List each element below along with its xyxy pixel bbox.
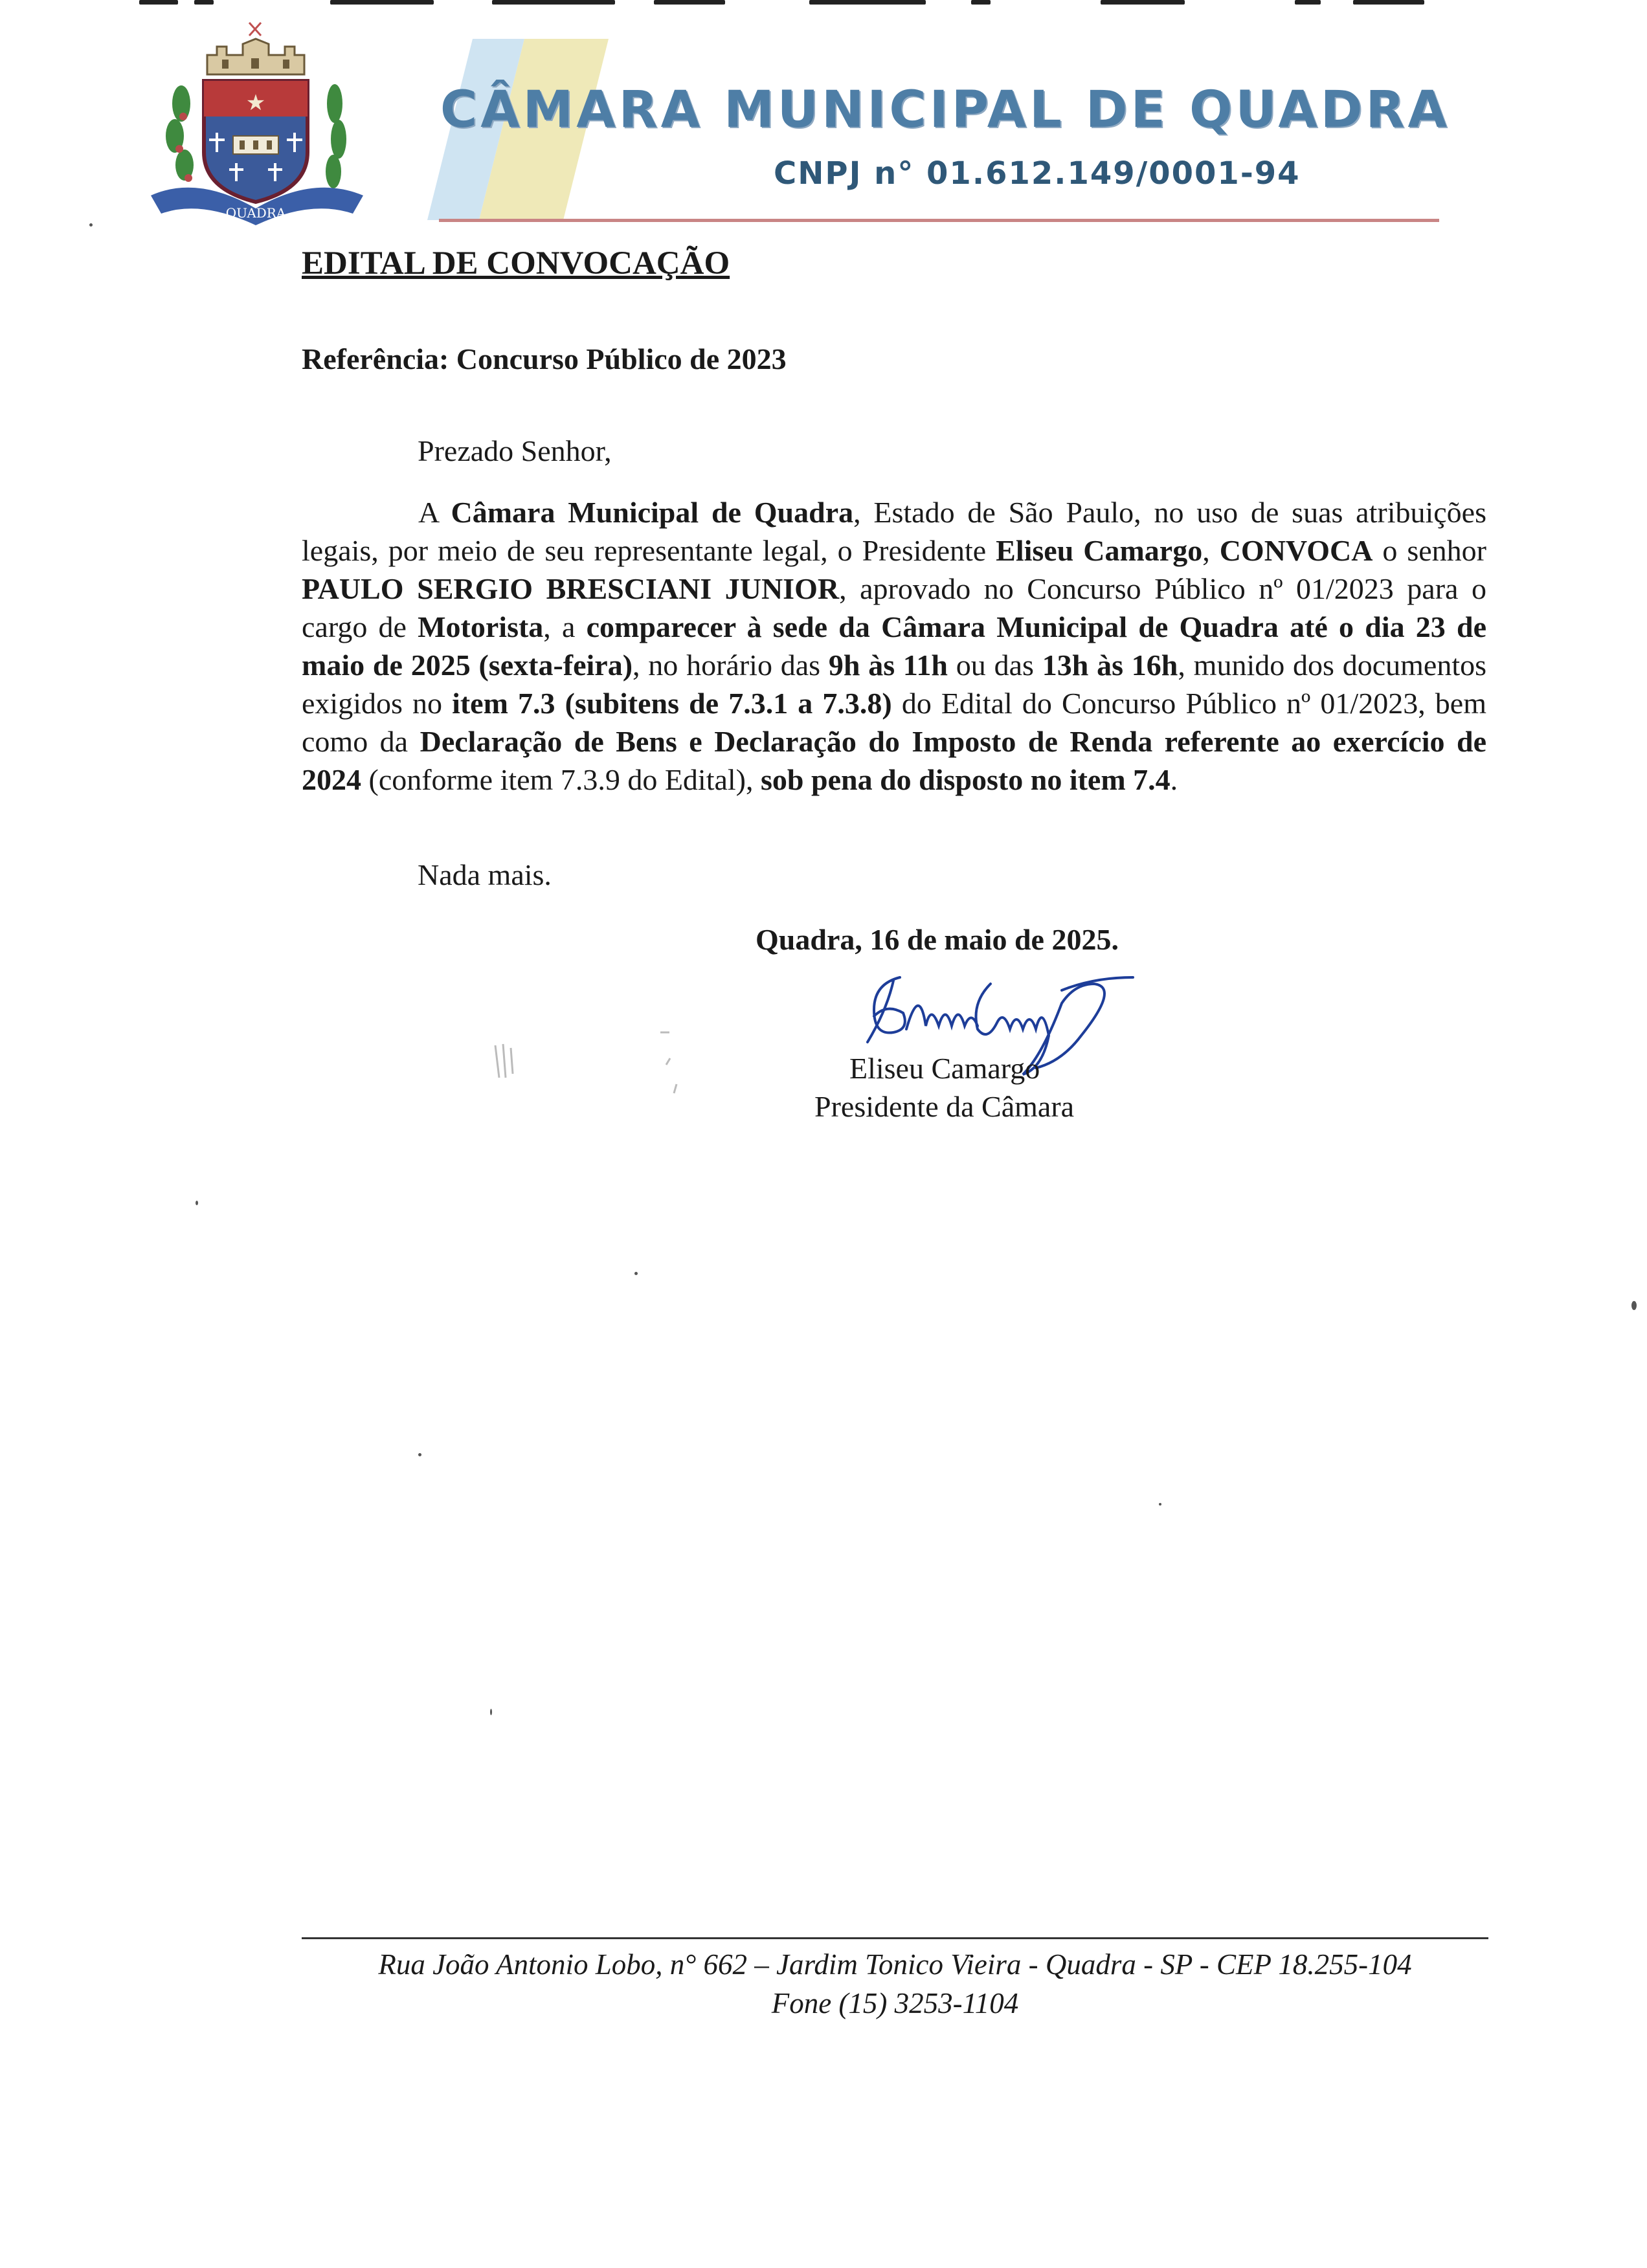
signer-role: Presidente da Câmara bbox=[814, 1090, 1075, 1123]
body-text: do Edital do Concurso Público nº 01/2023, bem como da bbox=[302, 687, 1486, 758]
body-bold-text: comparecer à sede da Câmara Municipal de Quadra até o dia 23 de maio de 2025 (sexta-feira) bbox=[302, 610, 1486, 682]
body-bold-text: PAULO SERGIO BRESCIANI JUNIOR bbox=[302, 572, 840, 605]
body-bold-text: Eliseu Camargo bbox=[996, 534, 1203, 567]
body-bold-text: 13h às 16h bbox=[1042, 649, 1178, 682]
closing-text: Nada mais. bbox=[418, 858, 552, 891]
document-reference: Referência: Concurso Público de 2023 bbox=[302, 342, 787, 375]
scan-speck bbox=[1159, 1503, 1161, 1506]
svg-text:QUADRA: QUADRA bbox=[225, 205, 286, 221]
body-text: (conforme item 7.3.9 do Edital), bbox=[361, 763, 761, 796]
footer-divider bbox=[302, 1937, 1488, 1939]
body-text: , bbox=[1202, 534, 1220, 567]
document-date: Quadra, 16 de maio de 2025. bbox=[756, 923, 1119, 956]
body-text: . bbox=[1170, 763, 1178, 796]
body-text: ou das bbox=[947, 649, 1042, 682]
scan-speck bbox=[196, 1201, 198, 1205]
faint-stamp-marks bbox=[489, 1019, 709, 1110]
scan-artifact bbox=[0, 0, 1647, 6]
salutation: Prezado Senhor, bbox=[418, 434, 612, 467]
signer-name: Eliseu Camargo bbox=[849, 1052, 1040, 1085]
organization-cnpj: CNPJ n° 01.612.149/0001-94 bbox=[774, 155, 1301, 192]
footer-phone: Fone (15) 3253-1104 bbox=[771, 1987, 1019, 2019]
body-bold-text: Declaração de Bens e Declaração do Imposto de Renda referente ao exercício de 2024 bbox=[302, 725, 1486, 796]
scan-speck bbox=[418, 1453, 421, 1456]
body-paragraph bbox=[302, 493, 1486, 799]
body-bold-text: CONVOCA bbox=[1219, 534, 1373, 567]
body-text: o senhor bbox=[1372, 534, 1486, 567]
coat-of-arms-icon bbox=[146, 19, 372, 227]
organization-name: CÂMARA MUNICIPAL DE QUADRA bbox=[440, 81, 1450, 139]
body-text: A bbox=[418, 496, 451, 529]
body-text: , aprovado no Concurso Público nº 01/2023 para o cargo de bbox=[302, 572, 1486, 643]
body-bold-text: 9h às 11h bbox=[828, 649, 948, 682]
scan-speck bbox=[634, 1272, 638, 1275]
body-bold-text: sob pena do disposto no item 7.4 bbox=[761, 763, 1171, 796]
body-bold-text: Câmara Municipal de Quadra bbox=[451, 496, 854, 529]
scan-speck bbox=[490, 1709, 492, 1715]
body-text: , a bbox=[543, 610, 587, 643]
scan-speck bbox=[1631, 1301, 1637, 1310]
body-text: , no horário das bbox=[633, 649, 829, 682]
footer-address: Rua João Antonio Lobo, n° 662 – Jardim Tonico Vieira - Quadra - SP - CEP 18.255-104 bbox=[378, 1948, 1412, 1981]
body-bold-text: item 7.3 (subitens de 7.3.1 a 7.3.8) bbox=[452, 687, 892, 720]
scan-speck bbox=[89, 223, 93, 227]
body-text: , Estado de São Paulo, no uso de suas atribuições legais, por meio de seu representante legal, o Presidente bbox=[302, 496, 1486, 567]
header-divider bbox=[439, 219, 1439, 222]
body-bold-text: Motorista bbox=[418, 610, 544, 643]
body-text: , munido dos documentos exigidos no bbox=[302, 649, 1487, 720]
document-title: EDITAL DE CONVOCAÇÃO bbox=[302, 245, 730, 282]
svg-text:★: ★ bbox=[245, 90, 266, 116]
